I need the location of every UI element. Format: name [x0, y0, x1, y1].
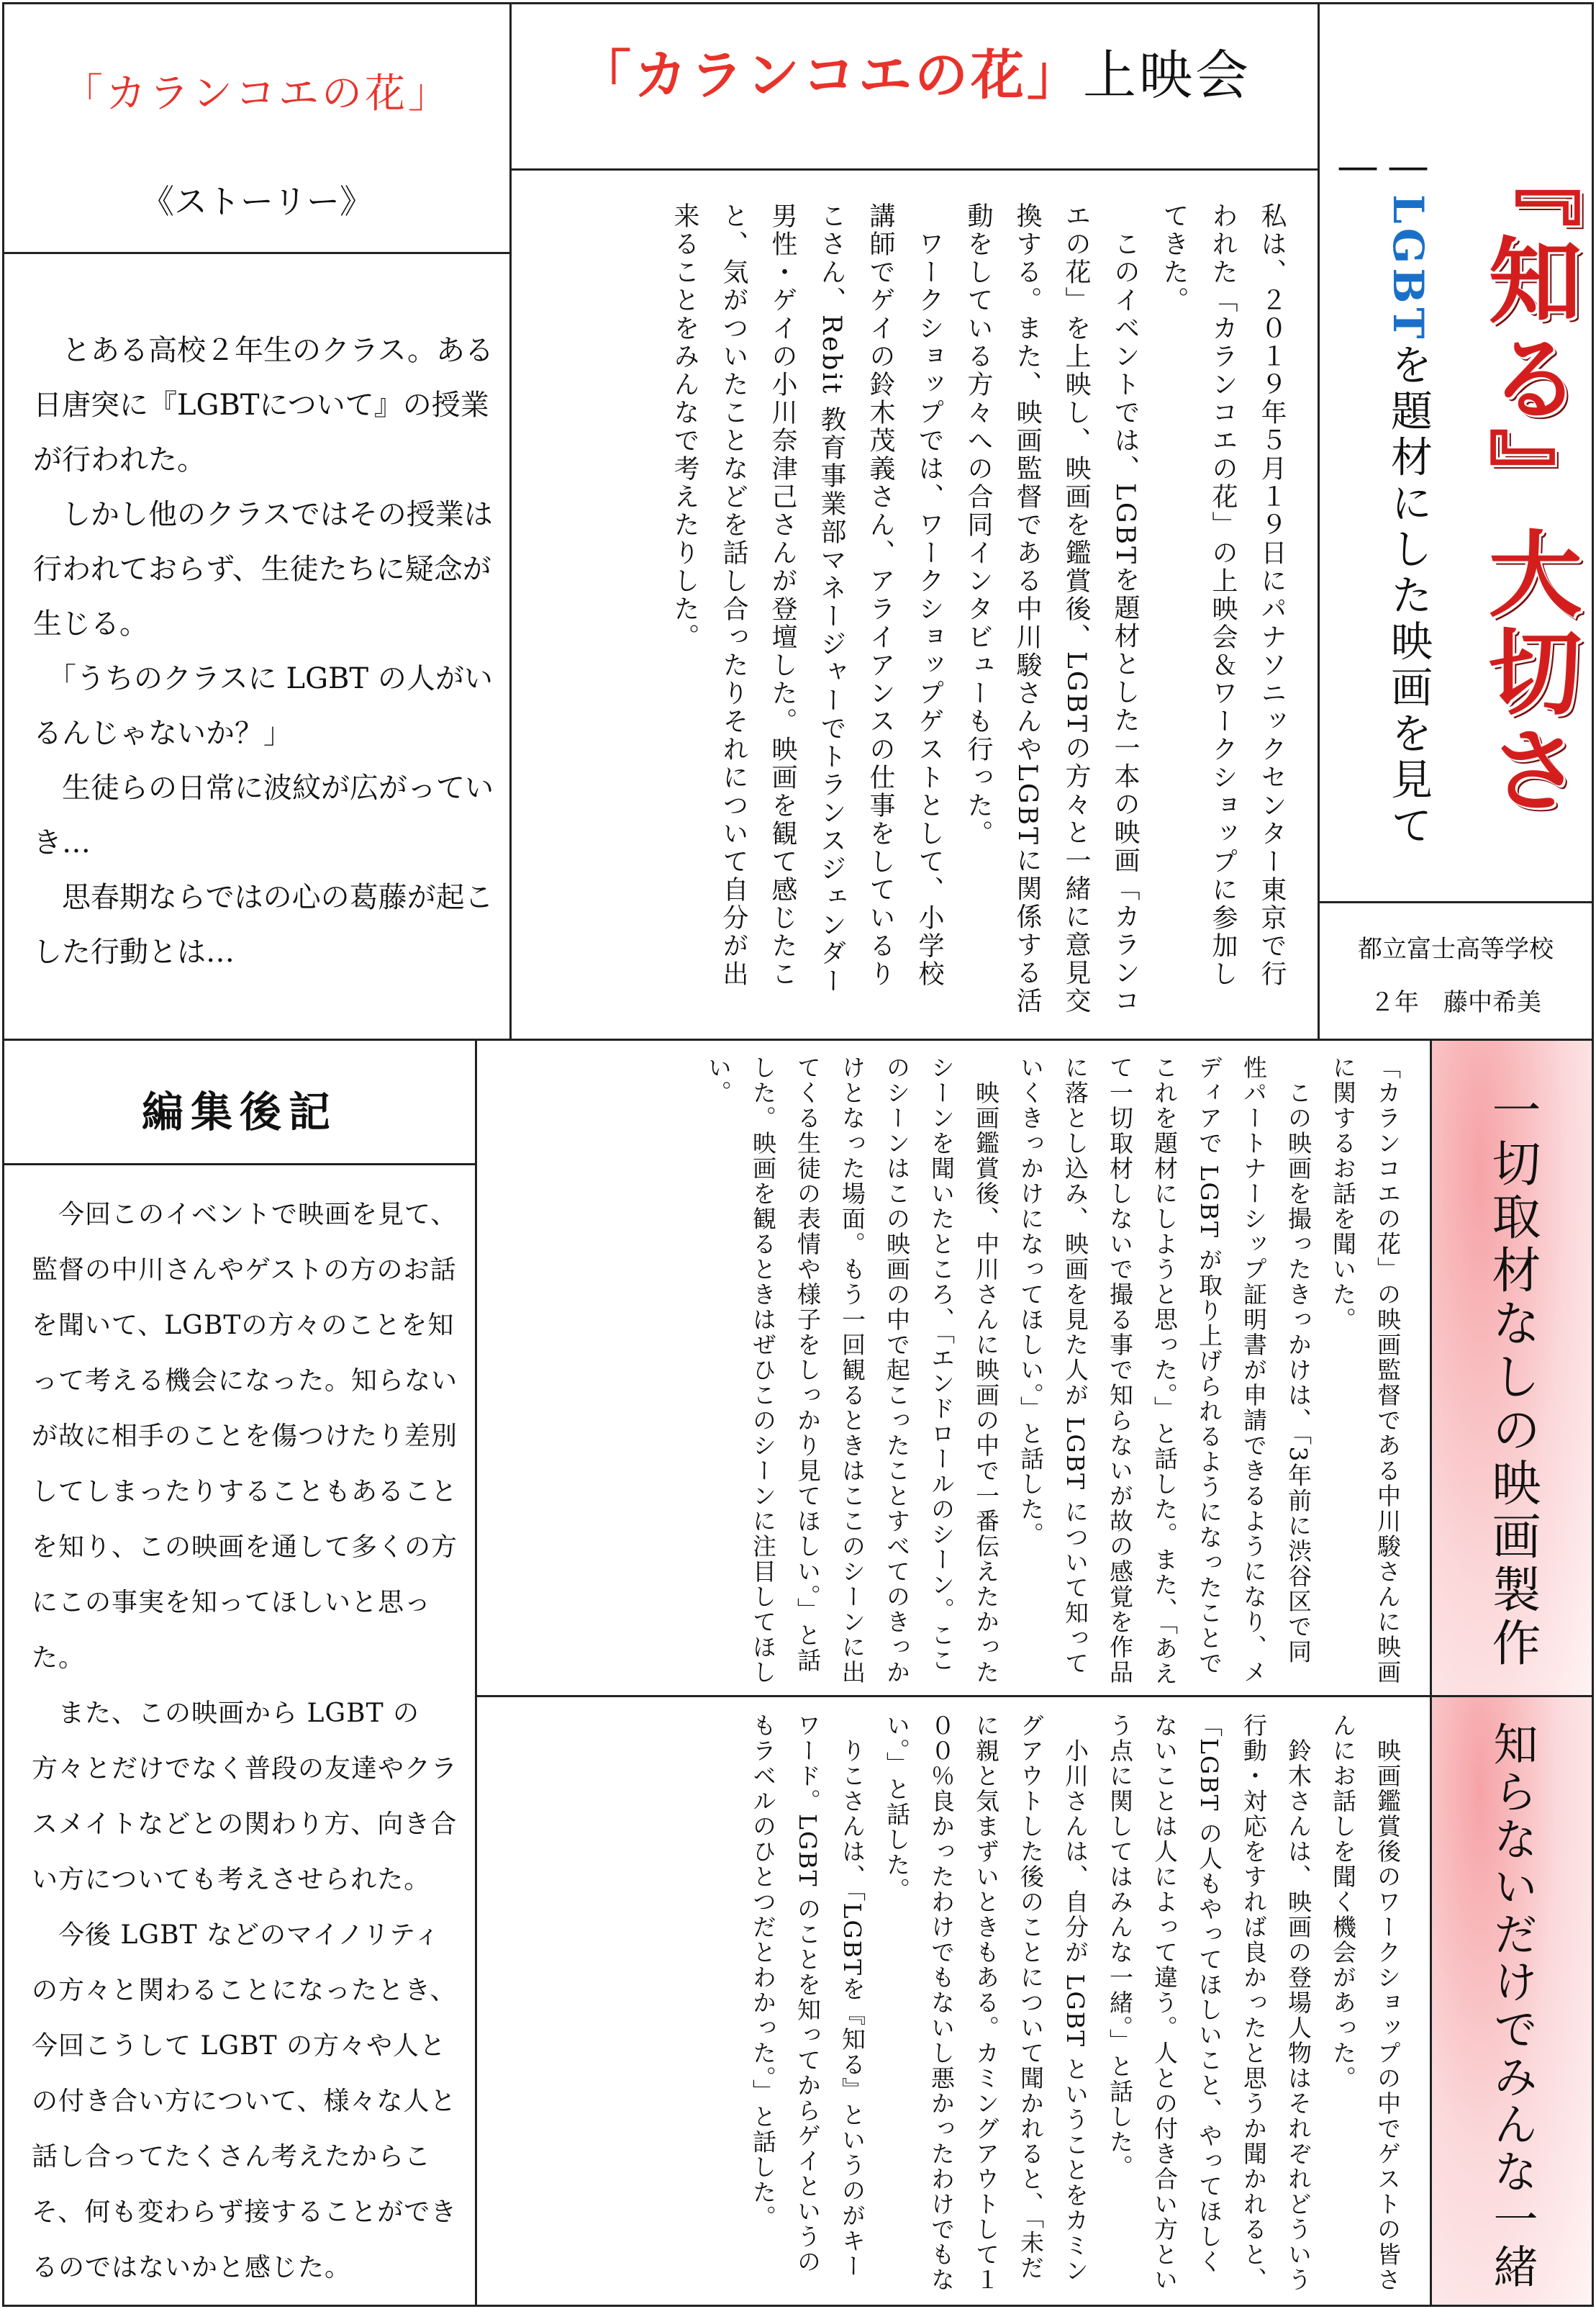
- story-title: 「カランコエの花」: [63, 71, 451, 117]
- workshop-body-box: [475, 1695, 1432, 2307]
- workshop-body: 映画鑑賞後のワークショップの中でゲストの皆さんにお話しを聞く機会があった。 鈴木さんは、映画の登場人物はそれぞれどういう行動・対応をすれば良かったと思うか聞かれると、「LGBT の人もやってほしいこと、やってほしくないことは人によって違う。人との付き合い方という点に関してはみんな一緒。」と話した。 小川さんは、自分が LGBT ということをカミングアウトした後のことについて聞かれると、「未だに親と気まずいときもある。カミングアウトして１００％良かったわけでもないし悪かったわけでもない。」と話した。 りこさんは、「LGBTを『知る』というのがキーワード。LGBT のことを知ってからゲイというのもラベルのひとつだとわかった。」と話した。: [749, 1713, 1402, 2292]
- screening-title-film: 「カランコエの花」: [578, 45, 1083, 107]
- headline-sub-rest: を題材にした映画を見て—: [1333, 141, 1433, 850]
- screening-body-box: [509, 168, 1320, 1041]
- story-body: とある高校２年生のクラス。ある日唐突に『LGBTについて』の授業が行われた。 しかし他のクラスではその授業は行われておらず、生徒たちに疑念が生じる。 「うちのクラスに LGBT の人がいるんじゃないか？」 生徒らの日常に波紋が広がっていき… 思春期ならではの心の葛藤が起こした行動とは…: [33, 334, 494, 969]
- workshop-heading: 知らないだけでみんな一緒: [1486, 1721, 1538, 2291]
- headline-sub-dash: —: [1384, 141, 1433, 194]
- headline-box: [1318, 2, 1594, 903]
- headline-subtitle: [1333, 141, 1433, 897]
- screening-title-box: [509, 2, 1320, 171]
- postscript-title-box: [2, 1039, 477, 1165]
- byline-school: 都立富士高等学校: [1358, 935, 1554, 964]
- headline-main: [1474, 134, 1582, 897]
- story-subtitle: 《ストーリー》: [141, 182, 373, 221]
- workshop-heading-box: [1430, 1695, 1594, 2307]
- screening-body: 私は、２０１９年５月１９日にパナソニックセンター東京で行われた「カランコエの花」の上映会＆ワークショップに参加してきた。 このイベントでは、LGBTを題材とした一本の映画「カランコエの花」を上映し、映画を鑑賞後、LGBTの方々と一緒に意見交換する。また、映画監督である中川駿さんやLGBTに関係する活動をしている方々への合同インタビューも行った。 ワークショップでは、ワークショップゲストとして、小学校講師でゲイの鈴木茂義さん、アライアンスの仕事をしているりこさん、Rebit 教育事業部マネージャーでトランスジェンダー男性・ゲイの小川奈津己さんが登壇した。映画を観て感じたこと、気がついたことなどを話し合ったりそれについて自分が出来ることをみんなで考えたりした。: [670, 202, 1287, 1016]
- postscript-body-box: [2, 1163, 477, 2307]
- headline-sub-lgbt: LGBT: [1384, 194, 1433, 343]
- byline-box: [1318, 901, 1594, 1041]
- postscript-body: 今回このイベントで映画を見て、監督の中川さんやゲストの方のお話を聞いて、LGBTの方々のことを知って考える機会になった。知らないが故に相手のことを傷つけたり差別してしまったりすることもあることを知り、この映画を通して多くの方にこの事実を知ってほしいと思った。 また、この映画から LGBT の方々とだけでなく普段の友達やクラスメイトなどとの関わり方、向き合い方についても考えさせられた。 今後 LGBT などのマイノリティの方々と関わることになったとき、今回こうして LGBT の方々や人との付き合い方について、様々な人と話し合ってたくさん考えたからこそ、何も変わらず接することができるのではないかと感じた。: [32, 1200, 458, 2282]
- story-title-box: [2, 2, 512, 254]
- interview-heading: 一切取材なしの映画製作: [1484, 1085, 1541, 1671]
- story-body-box: [2, 252, 512, 1041]
- headline-importance: 大切さ: [1473, 525, 1583, 819]
- screening-title: [512, 33, 1318, 109]
- interview-body-box: [475, 1039, 1432, 1697]
- interview-heading-box: [1430, 1039, 1594, 1697]
- headline-know: 『知る』: [1473, 134, 1583, 525]
- interview-body: 「カランコエの花」の映画監督である中川駿さんに映画に関するお話を聞いた。 この映画を撮ったきっかけは、「3年前に渋谷区で同性パートナーシップ証明書が申請できるようになり、メディアで LGBT が取り上げられるようになったことでこれを題材にしようと思った。」と話した。また、「あえて一切取材しないで撮る事で知らないが故の感覚を作品に落とし込み、映画を見た人が LGBT について知っていくきっかけになってほしい。」と話した。 映画鑑賞後、中川さんに映画の中で一番伝えたかったシーンを聞いたところ、「エンドロールのシーン。ここのシーンはこの映画の中で起こったことすべてのきっかけとなった場面。もう一回観るときはここのシーンに出てくる生徒の表情や様子をしっかり見てほしい。」と話した。映画を観るときはぜひこのシーンに注目してほしい。: [704, 1055, 1402, 1686]
- screening-title-event: 上映会: [1083, 45, 1251, 107]
- postscript-title: 編集後記: [141, 1088, 337, 1137]
- byline-author: ２年 藤中希美: [1370, 988, 1541, 1017]
